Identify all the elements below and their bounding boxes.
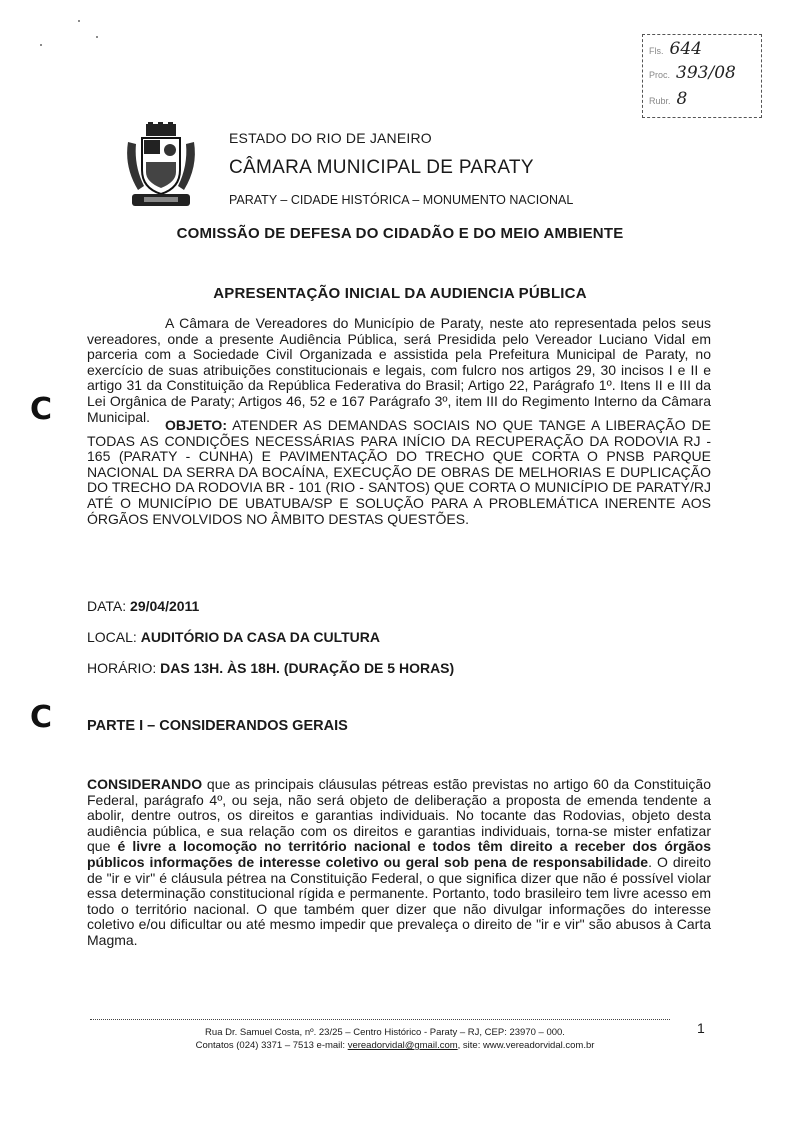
header-state: ESTADO DO RIO DE JANEIRO [229, 130, 432, 146]
page-number: 1 [697, 1020, 705, 1036]
stamp-processo [649, 63, 736, 83]
scan-speck [78, 20, 80, 22]
objeto-paragraph [87, 418, 711, 527]
stamp-folha-label: Fls. [649, 46, 664, 56]
header-council: CÂMARA MUNICIPAL DE PARATY [229, 157, 534, 178]
protocol-stamp [642, 34, 762, 118]
stamp-folha-value: 644 [669, 39, 702, 59]
stamp-processo-value: 393/08 [676, 63, 736, 83]
local-label: LOCAL: [87, 629, 141, 645]
local-field [87, 629, 380, 645]
stamp-rubrica-value: 8 [676, 89, 688, 109]
scan-speck [96, 36, 98, 38]
intro-paragraph: A Câmara de Vereadores do Município de Paraty, neste ato representada pelos seus vereadores, onde a presente Audiência Pública, será Presidida pelo Vereador Luciano Vidal em parceria com a Sociedade Civil Organizada e assistida pela Prefeitura Municipal de Paraty, no exercício de suas atribuições constitucionais e legais, com fulcro nos artigos 29, 30 incisos I e II e artigo 31 da Constituição da República Federativa do Brasil; Artigo 22, Parágrafo 1º. Itens II e III da Lei Orgânica de Paraty; Artigos 46, 52 e 167 Parágrafo 3º, item III do Regimento Interno da Câmara Municipal. [87, 315, 711, 425]
stamp-processo-label: Proc. [649, 70, 671, 80]
scan-speck [40, 44, 42, 46]
municipal-crest-icon [122, 122, 200, 212]
stamp-folha [649, 39, 702, 59]
footer-email-link[interactable]: vereadorvidal@gmail.com [347, 1040, 458, 1051]
stamp-rubrica-label: Rubr. [649, 96, 671, 106]
footer-contacts-prefix: Contatos (024) 3371 – 7513 e-mail: [195, 1040, 348, 1051]
hour-label: HORÁRIO: [87, 660, 161, 676]
margin-mark: C [30, 700, 53, 735]
footer-divider [90, 1019, 670, 1020]
considerando-lead: CONSIDERANDO [87, 776, 203, 792]
considerando-bold: é livre a locomoção no território nacional e todos têm direito a receber dos órgãos públicos informações de interesse coletivo ou geral sob pena de responsabilidade [87, 838, 711, 870]
footer-contacts [0, 1040, 800, 1051]
hour-value: DAS 13H. ÀS 18H. (DURAÇÃO DE 5 HORAS) [160, 660, 455, 676]
header-subtitle: PARATY – CIDADE HISTÓRICA – MONUMENTO NACIONAL [229, 193, 574, 207]
commission-title: COMISSÃO DE DEFESA DO CIDADÃO E DO MEIO AMBIENTE [176, 225, 624, 242]
date-field [87, 598, 199, 614]
part-heading: PARTE I – CONSIDERANDOS GERAIS [87, 718, 348, 734]
objeto-text: ATENDER AS DEMANDAS SOCIAIS NO QUE TANGE A LIBERAÇÃO DE TODAS AS CONDIÇÕES NECESSÁRIAS PARA INÍCIO DA RECUPERAÇÃO DA RODOVIA RJ - 165 (PARATY - CUNHA) E PAVIMENTAÇÃO DO TRECHO QUE CORTA O PNSB PARQUE NACIONAL DA SERRA DA BOCAÍNA, EXECUÇÃO DE OBRAS DE MELHORIAS E DUPLICAÇÃO DO TRECHO DA RODOVIA BR - 101 (RIO - SANTOS) QUE CORTA O MUNICÍPIO DE PARATY/RJ ATÉ O MUNICÍPIO DE UBATUBA/SP E SOLUÇÃO PARA A PROBLEMÁTICA INERENTE AOS ÓRGÃOS ENVOLVIDOS NO ÂMBITO DESTAS QUESTÕES. [87, 417, 711, 527]
local-value: AUDITÓRIO DA CASA DA CULTURA [140, 629, 380, 645]
hour-field [87, 660, 454, 676]
footer-address: Rua Dr. Samuel Costa, nº. 23/25 – Centro Histórico - Paraty – RJ, CEP: 23970 – 000. [205, 1027, 565, 1038]
considerando-paragraph [87, 777, 711, 949]
page-title: APRESENTAÇÃO INICIAL DA AUDIENCIA PÚBLICA [213, 285, 587, 302]
objeto-label: OBJETO: [165, 417, 227, 433]
footer-site: , site: www.vereadorvidal.com.br [457, 1040, 595, 1051]
considerando-text-1: que as principais cláusulas pétreas estão previstas no artigo 60 da Constituição Federal, parágrafo 4º, ou seja, não será objeto de deliberação a proposta de emenda tendente a abolir, dentre outros, os direitos e garantias individuais. No tocante das Rodovias, objeto desta audiência pública, e sua relação com os direitos e garantias individuais, torna-se mister enfatizar que [87, 776, 711, 855]
stamp-rubrica [649, 89, 687, 109]
margin-mark: C [30, 392, 53, 427]
date-value: 29/04/2011 [130, 598, 200, 614]
date-label: DATA: [87, 598, 131, 614]
considerando-text-2: . O direito de "ir e vir" é cláusula pétrea na Constituição Federal, o que significa dizer que não é possível violar essa determinação constitucional rígida e permanente. Portanto, todo brasileiro tem livre acesso em todo o território nacional. O que também quer dizer que não divulgar informações do interesse coletivo e/ou dificultar ou até mesmo impedir que prevaleça o direito de "ir e vir" são abusos à Carta Magma. [87, 853, 711, 948]
